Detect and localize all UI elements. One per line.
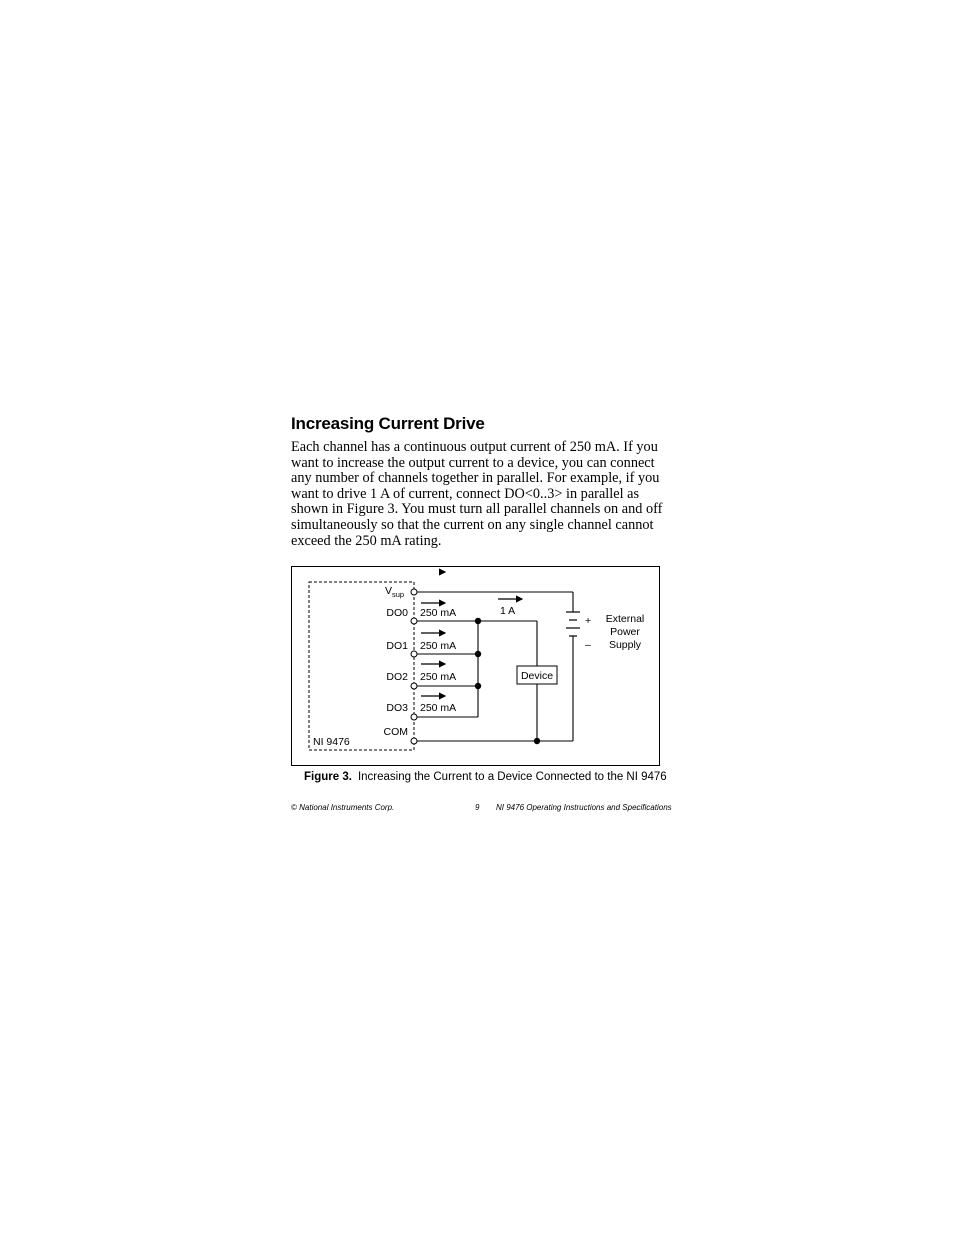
supply-label-line3: Supply bbox=[608, 639, 642, 651]
terminal-do3 bbox=[411, 714, 417, 720]
label-do3: DO3 bbox=[386, 702, 408, 714]
caption-label: Figure 3. bbox=[304, 771, 352, 783]
current-do3: 250 mA bbox=[420, 702, 457, 714]
supply-label-line2: Power bbox=[610, 626, 640, 638]
terminal-com bbox=[411, 738, 417, 744]
section-paragraph: Each channel has a continuous output current of 250 mA. If you want to increase the output current to a device, you can connect any number of channels together in parallel. For example, if you want to drive 1 A of current, connect DO<0..3> in parallel as shown in Figure 3. You must turn all parallel channels on and off simultaneously so that the current on any single channel cannot exceed the 250 mA rating. bbox=[291, 439, 663, 549]
footer-doc-title: NI 9476 Operating Instructions and Specifications bbox=[496, 803, 672, 812]
supply-label-line1: External bbox=[605, 613, 645, 625]
supply-minus: – bbox=[585, 639, 591, 651]
caption-text: Increasing the Current to a Device Connected to the NI 9476 bbox=[357, 771, 667, 783]
supply-plus: + bbox=[585, 615, 592, 627]
current-do2: 250 mA bbox=[420, 671, 457, 683]
current-do1: 250 mA bbox=[420, 640, 457, 652]
terminal-do1 bbox=[411, 651, 417, 657]
wiring-diagram bbox=[291, 566, 660, 766]
figure-caption bbox=[304, 771, 667, 783]
current-total: 1 A bbox=[500, 605, 516, 617]
section-heading: Increasing Current Drive bbox=[291, 414, 485, 433]
footer-copyright: © National Instruments Corp. bbox=[291, 803, 395, 812]
current-do0: 250 mA bbox=[420, 607, 457, 619]
label-com: COM bbox=[383, 726, 408, 738]
label-do1: DO1 bbox=[386, 640, 408, 652]
label-do0: DO0 bbox=[386, 607, 408, 619]
label-vsup: $V_{sup}$ bbox=[385, 585, 405, 599]
footer-page-number: 9 bbox=[475, 803, 480, 812]
terminal-vsup bbox=[411, 589, 417, 595]
module-label: NI 9476 bbox=[313, 736, 350, 748]
label-do2: DO2 bbox=[386, 671, 408, 683]
terminal-do2 bbox=[411, 683, 417, 689]
terminal-do0 bbox=[411, 618, 417, 624]
battery-symbol bbox=[566, 612, 580, 636]
device-label: Device bbox=[520, 670, 554, 682]
